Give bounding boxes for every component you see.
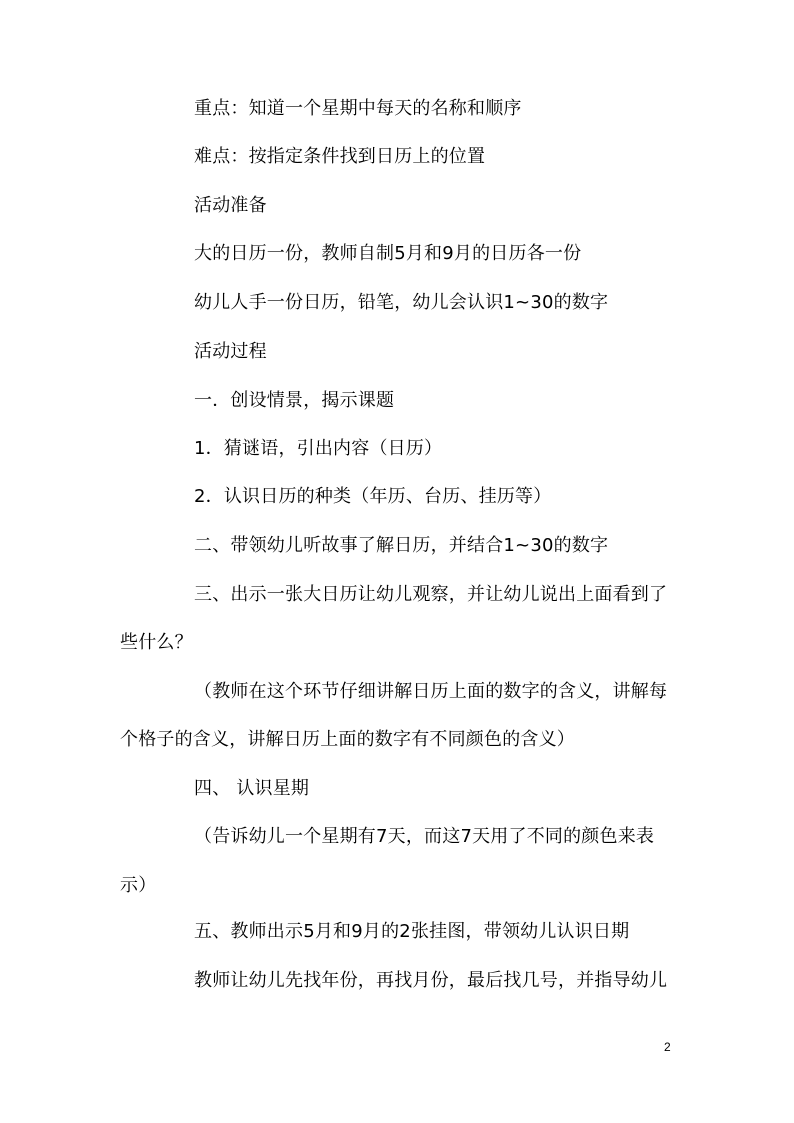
- teacher-note-line-2: 个格子的含义，讲解日历上面的数字有不同颜色的含义）: [120, 729, 575, 750]
- key-point-line: 重点：知道一个星期中每天的名称和顺序: [194, 98, 522, 119]
- section-three-line-1: 三、出示一张大日历让幼儿观察，并让幼儿说出上面看到了: [194, 584, 668, 605]
- section-five-line: 五、教师出示5月和9月的2张挂图，带领幼儿认识日期: [194, 921, 630, 942]
- teacher-note-line-1: （教师在这个环节仔细讲解日历上面的数字的含义，讲解每: [194, 681, 668, 702]
- activity-process-heading: 活动过程: [194, 341, 267, 362]
- activity-preparation-heading: 活动准备: [194, 195, 267, 216]
- week-note-line-2: 示）: [120, 875, 157, 896]
- week-note-line-1: （告诉幼儿一个星期有7天，而这7天用了不同的颜色来表: [194, 826, 655, 847]
- section-one-item-1: 1．猜谜语，引出内容（日历）: [194, 438, 443, 459]
- difficulty-line: 难点：按指定条件找到日历上的位置: [194, 146, 486, 167]
- teacher-guidance-line: 教师让幼儿先找年份，再找月份，最后找几号，并指导幼儿: [194, 970, 668, 991]
- section-one-item-2: 2．认识日历的种类（年历、台历、挂历等）: [194, 486, 552, 507]
- preparation-line-1: 大的日历一份，教师自制5月和9月的日历各一份: [194, 243, 582, 264]
- preparation-line-2: 幼儿人手一份日历，铅笔，幼儿会认识1~30的数字: [194, 292, 609, 313]
- section-one-heading: 一．创设情景，揭示课题: [194, 390, 395, 411]
- section-two-line: 二、带领幼儿听故事了解日历，并结合1~30的数字: [194, 535, 609, 556]
- section-four-heading: 四、 认识星期: [194, 778, 310, 799]
- page-number: 2: [664, 1040, 671, 1054]
- section-three-line-2: 些什么？: [120, 632, 193, 653]
